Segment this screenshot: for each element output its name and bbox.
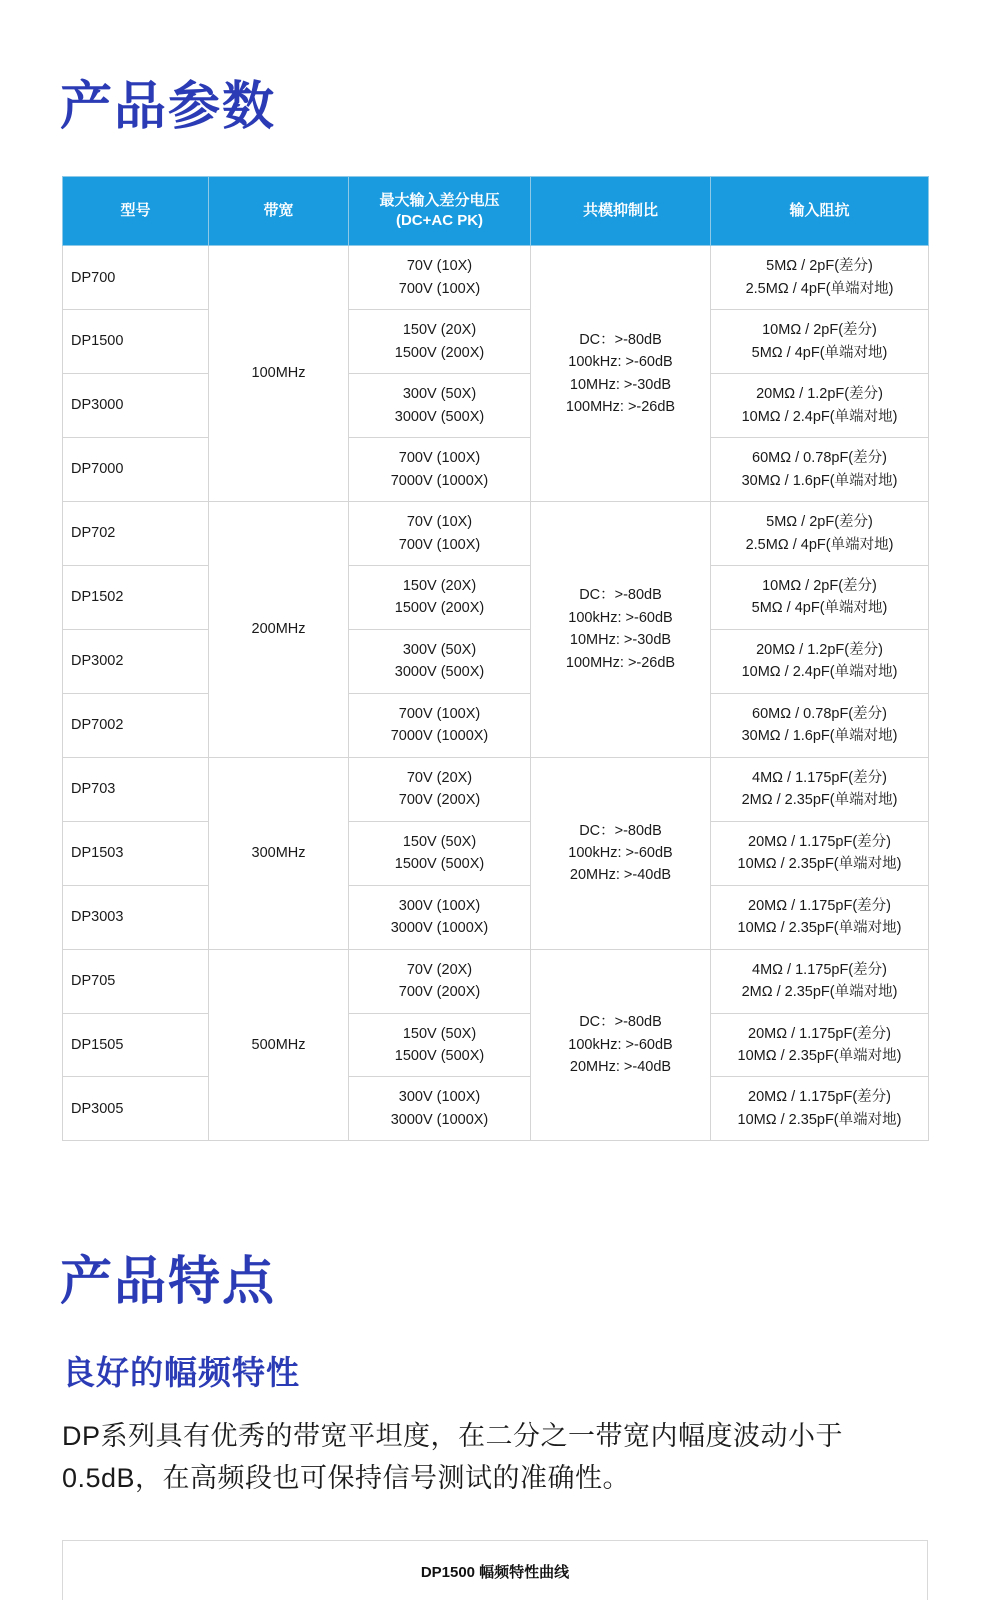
cell-voltage: [349, 885, 531, 949]
cmrr-line: 100kHz: >-60dB: [568, 354, 673, 371]
voltage-line: 1500V (200X): [394, 600, 485, 617]
table-row: [63, 246, 929, 310]
page-title: 产品参数: [60, 78, 277, 136]
voltage-line: 7000V (1000X): [390, 472, 489, 489]
cell-cmrr: [531, 502, 711, 758]
voltage-line: 700V (100X): [398, 280, 481, 297]
cmrr-line: 100kHz: >-60dB: [568, 1036, 673, 1053]
spec-table-head: [63, 176, 929, 246]
impedance-line: 60MΩ / 0.78pF(差分): [752, 705, 887, 722]
cell-impedance: [711, 821, 929, 885]
voltage-line: 150V (20X): [402, 322, 477, 339]
voltage-line: 700V (100X): [398, 705, 481, 722]
voltage-line: 1500V (500X): [394, 856, 485, 873]
table-header-row: [63, 176, 929, 246]
cmrr-line: 20MHz: >-40dB: [569, 1059, 672, 1076]
cell-model: DP703: [63, 757, 209, 821]
impedance-line: 10MΩ / 2.35pF(单端对地): [737, 856, 902, 873]
impedance-line: 10MΩ / 2.35pF(单端对地): [737, 920, 902, 937]
impedance-line: 30MΩ / 1.6pF(单端对地): [741, 728, 898, 745]
impedance-line: 4MΩ / 1.175pF(差分): [752, 769, 887, 786]
cell-voltage: [349, 246, 531, 310]
cell-voltage: [349, 438, 531, 502]
cell-model: DP3005: [63, 1077, 209, 1141]
voltage-line: 3000V (1000X): [390, 920, 489, 937]
cell-bandwidth: 200MHz: [209, 502, 349, 758]
col-header-cmrr: 共模抑制比: [531, 176, 711, 246]
cell-model: DP3000: [63, 374, 209, 438]
cell-voltage: [349, 1077, 531, 1141]
cell-model: DP3003: [63, 885, 209, 949]
table-row: [63, 821, 929, 885]
table-row: [63, 565, 929, 629]
cell-impedance: [711, 438, 929, 502]
cmrr-line: 10MHz: >-30dB: [569, 376, 672, 393]
table-row: [63, 502, 929, 566]
impedance-line: 2.5MΩ / 4pF(单端对地): [745, 536, 894, 553]
cell-model: DP3002: [63, 629, 209, 693]
cell-impedance: [711, 757, 929, 821]
cell-voltage: [349, 310, 531, 374]
voltage-line: 1500V (200X): [394, 344, 485, 361]
cmrr-line: 100kHz: >-60dB: [568, 609, 673, 626]
cell-model: DP705: [63, 949, 209, 1013]
cell-voltage: [349, 1013, 531, 1077]
cell-model: DP702: [63, 502, 209, 566]
impedance-line: 5MΩ / 2pF(差分): [766, 514, 873, 531]
voltage-line: 700V (100X): [398, 536, 481, 553]
cell-impedance: [711, 502, 929, 566]
voltage-line: 70V (10X): [406, 514, 473, 531]
cmrr-line: DC：>-80dB: [579, 1014, 662, 1031]
cmrr-line: DC：>-80dB: [579, 587, 662, 604]
cell-voltage: [349, 693, 531, 757]
cell-voltage: [349, 374, 531, 438]
cell-impedance: [711, 949, 929, 1013]
impedance-line: 10MΩ / 2.35pF(单端对地): [737, 1048, 902, 1065]
impedance-line: 4MΩ / 1.175pF(差分): [752, 961, 887, 978]
cmrr-line: 100MHz: >-26dB: [565, 399, 676, 416]
impedance-line: 20MΩ / 1.175pF(差分): [748, 833, 891, 850]
impedance-line: 10MΩ / 2.4pF(单端对地): [741, 408, 898, 425]
table-row: [63, 629, 929, 693]
voltage-line: 3000V (500X): [394, 408, 485, 425]
cell-voltage: [349, 502, 531, 566]
spec-table-body: [63, 246, 929, 1141]
cell-model: DP700: [63, 246, 209, 310]
cell-impedance: [711, 374, 929, 438]
table-row: [63, 693, 929, 757]
table-row: [63, 1013, 929, 1077]
impedance-line: 20MΩ / 1.2pF(差分): [756, 641, 883, 658]
frequency-response-chart: [62, 1540, 928, 1600]
impedance-line: 2.5MΩ / 4pF(单端对地): [745, 280, 894, 297]
voltage-line: 150V (50X): [402, 833, 477, 850]
voltage-line: 700V (200X): [398, 984, 481, 1001]
voltage-line: 70V (10X): [406, 258, 473, 275]
impedance-line: 10MΩ / 2pF(差分): [762, 322, 877, 339]
cell-bandwidth: 500MHz: [209, 949, 349, 1141]
cell-voltage: [349, 949, 531, 1013]
spec-table: [62, 176, 929, 1142]
col-header-voltage-line1: 最大输入差分电压: [379, 191, 500, 209]
impedance-line: 60MΩ / 0.78pF(差分): [752, 450, 887, 467]
cmrr-line: 10MHz: >-30dB: [569, 632, 672, 649]
cell-cmrr: [531, 246, 711, 502]
voltage-line: 700V (100X): [398, 450, 481, 467]
col-header-bandwidth: 带宽: [209, 176, 349, 246]
cell-voltage: [349, 757, 531, 821]
voltage-line: 70V (20X): [406, 769, 473, 786]
cell-bandwidth: 300MHz: [209, 757, 349, 949]
cell-impedance: [711, 565, 929, 629]
voltage-line: 700V (200X): [398, 792, 481, 809]
impedance-line: 10MΩ / 2.35pF(单端对地): [737, 1111, 902, 1128]
cell-impedance: [711, 885, 929, 949]
cell-impedance: [711, 310, 929, 374]
impedance-line: 10MΩ / 2pF(差分): [762, 577, 877, 594]
table-row: [63, 310, 929, 374]
table-row: [63, 438, 929, 502]
cell-impedance: [711, 1077, 929, 1141]
voltage-line: 70V (20X): [406, 961, 473, 978]
feature-paragraph: DP系列具有优秀的带宽平坦度，在二分之一带宽内幅度波动小于0.5dB，在高频段也可保持信号测试的准确性。: [62, 1421, 844, 1494]
impedance-line: 2MΩ / 2.35pF(单端对地): [741, 984, 898, 1001]
table-row: [63, 949, 929, 1013]
cmrr-line: 100kHz: >-60dB: [568, 844, 673, 861]
table-row: [63, 1077, 929, 1141]
impedance-line: 30MΩ / 1.6pF(单端对地): [741, 472, 898, 489]
cell-impedance: [711, 1013, 929, 1077]
table-row: [63, 885, 929, 949]
cell-model: DP1500: [63, 310, 209, 374]
cmrr-line: DC：>-80dB: [579, 331, 662, 348]
voltage-line: 150V (20X): [402, 577, 477, 594]
voltage-line: 300V (100X): [398, 1089, 481, 1106]
cell-voltage: [349, 565, 531, 629]
voltage-line: 300V (50X): [402, 641, 477, 658]
impedance-line: 10MΩ / 2.4pF(单端对地): [741, 664, 898, 681]
col-header-max-differential-voltage: [349, 176, 531, 246]
chart-caption: DP1500 幅频特性曲线: [420, 1563, 570, 1581]
table-row: [63, 757, 929, 821]
col-header-voltage-line2: (DC+AC PK): [395, 212, 484, 230]
voltage-line: 300V (50X): [402, 386, 477, 403]
voltage-line: 150V (50X): [402, 1025, 477, 1042]
cell-voltage: [349, 821, 531, 885]
impedance-line: 5MΩ / 4pF(单端对地): [751, 344, 888, 361]
impedance-line: 20MΩ / 1.175pF(差分): [748, 1089, 891, 1106]
voltage-line: 3000V (1000X): [390, 1111, 489, 1128]
cell-model: DP1505: [63, 1013, 209, 1077]
feature-subtitle: 良好的幅频特性: [62, 1354, 300, 1392]
table-row: [63, 374, 929, 438]
col-header-input-impedance: 输入阻抗: [711, 176, 929, 246]
cmrr-line: DC：>-80dB: [579, 822, 662, 839]
voltage-line: 7000V (1000X): [390, 728, 489, 745]
features-title-block: [0, 1141, 990, 1313]
cell-cmrr: [531, 757, 711, 949]
cmrr-line: 100MHz: >-26dB: [565, 654, 676, 671]
params-title-block: [0, 0, 990, 138]
cmrr-line: 20MHz: >-40dB: [569, 867, 672, 884]
cell-voltage: [349, 629, 531, 693]
cell-model: DP1503: [63, 821, 209, 885]
cell-impedance: [711, 246, 929, 310]
features-title: 产品特点: [60, 1253, 277, 1312]
voltage-line: 3000V (500X): [394, 664, 485, 681]
impedance-line: 20MΩ / 1.175pF(差分): [748, 1025, 891, 1042]
impedance-line: 20MΩ / 1.2pF(差分): [756, 386, 883, 403]
voltage-line: 300V (100X): [398, 897, 481, 914]
cell-impedance: [711, 629, 929, 693]
cell-model: DP7002: [63, 693, 209, 757]
impedance-line: 5MΩ / 2pF(差分): [766, 258, 873, 275]
cell-bandwidth: 100MHz: [209, 246, 349, 502]
cell-impedance: [711, 693, 929, 757]
cell-model: DP1502: [63, 565, 209, 629]
cell-cmrr: [531, 949, 711, 1141]
voltage-line: 1500V (500X): [394, 1048, 485, 1065]
cell-model: DP7000: [63, 438, 209, 502]
impedance-line: 2MΩ / 2.35pF(单端对地): [741, 792, 898, 809]
col-header-model: 型号: [63, 176, 209, 246]
impedance-line: 5MΩ / 4pF(单端对地): [751, 600, 888, 617]
impedance-line: 20MΩ / 1.175pF(差分): [748, 897, 891, 914]
